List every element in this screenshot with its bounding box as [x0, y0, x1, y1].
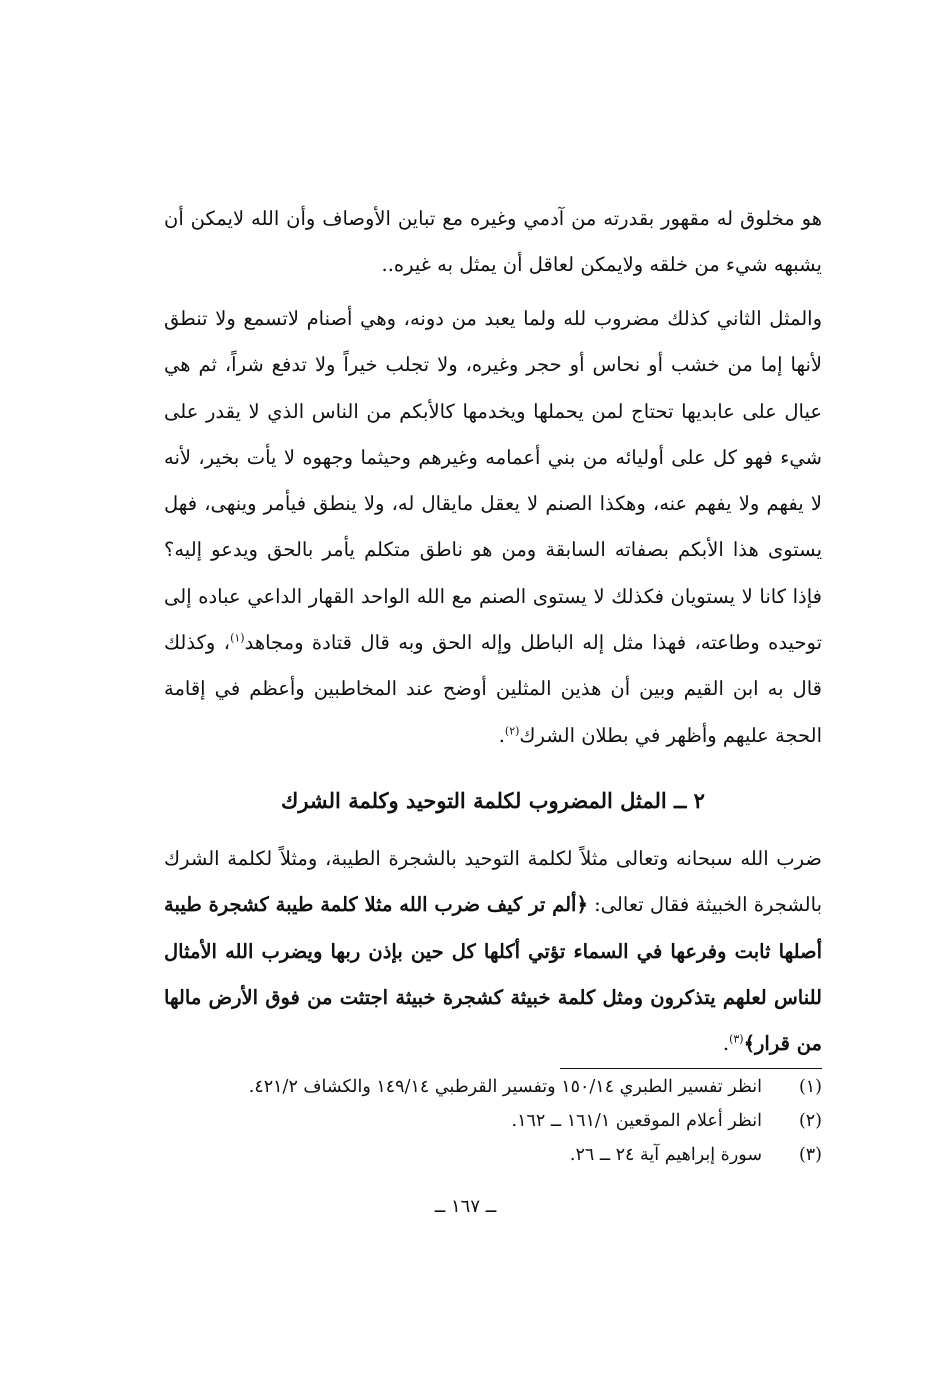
footnote-text: انظر تفسير الطبري ١٥٠/١٤ وتفسير القرطبي ١٤٩/١٤ والكشاف ٤٢١/٢. [248, 1077, 762, 1097]
footnote-3 [164, 1138, 822, 1172]
footnote-separator [560, 1068, 822, 1069]
footnote-number: (٢) [798, 1111, 822, 1131]
paragraph-3 [164, 836, 822, 1067]
paragraph-1: هو مخلوق له مقهور بقدرته من آدمي وغيره مع تباين الأوصاف وأن الله لايمكن أن يشبهه شيء من خلقه ولايمكن لعاقل أن يمثل به غيره.. [164, 207, 822, 277]
footnote-ref-3: (٣) [729, 1032, 744, 1046]
quran-verse: ﴿ألم تر كيف ضرب الله مثلا كلمة طيبة كشجرة طيبة أصلها ثابت وفرعها في السماء تؤتي أكلها كل حين بإذن ربها ويضرب الله الأمثال للناس لعلهم يتذكرون ومثل كلمة خبيثة كشجرة خبيثة اجتثت من فوق الأرض مالها من قرار﴾ [164, 893, 822, 1056]
footnote-1 [164, 1070, 822, 1104]
page-number: ــ ١٦٧ ــ [434, 1196, 497, 1217]
paragraph-2-end: . [498, 723, 505, 747]
footnote-text: انظر أعلام الموقعين ١٦١/١ ــ ١٦٢. [511, 1111, 762, 1131]
paragraph-2-text: والمثل الثاني كذلك مضروب لله ولما يعبد من دونه، وهي أصنام لاتسمع ولا تنطق لأنها إما من خشب أو نحاس أو حجر وغيره، ولا تجلب خيراً ولا تدفع شراً، ثم هي عيال على عابديها تحتاج لمن يحملها ويخدمها كالأبكم من الناس الذي لا يقدر على شيء فهو كل على أوليائه من بني أعمامه وغيرهم وحيثما وجهوه لا يأت بخير، لأنه لا يفهم ولا يفهم عنه، وهكذا الصنم لا يعقل مايقال له، ولا ينطق فيأمر وينهى، فهل يستوى هذا الأبكم بصفاته السابقة ومن هو ناطق متكلم يأمر بالحق ويدعو إليه؟ فإذا كانا لا يستويان فكذلك لا يستوى الصنم مع الله الواحد القهار الداعي عباده إلى توحيده وطاعته، فهذا مثل إله الباطل وإله الحق وبه قال قتادة ومجاهد [164, 307, 822, 655]
footnote-text: سورة إبراهيم آية ٢٤ ــ ٢٦. [569, 1145, 762, 1165]
footnote-ref-1: (١) [230, 631, 245, 645]
section-heading: ٢ ــ المثل المضروب لكلمة التوحيد وكلمة الشرك [281, 788, 705, 813]
footnote-ref-2: (٢) [504, 724, 520, 738]
footnotes [164, 1070, 822, 1172]
footnote-number: (٣) [798, 1145, 822, 1165]
paragraph-3-intro: ضرب الله سبحانه وتعالى مثلاً لكلمة التوحيد بالشجرة الطيبة، ومثلاً لكلمة الشرك بالشجرة الخبيثة فقال تعالى: [164, 847, 822, 917]
footnote-2 [164, 1104, 822, 1138]
footnote-number: (١) [798, 1077, 822, 1097]
paragraph-3-end: . [722, 1032, 730, 1056]
paragraph-2-continuation: ، وكذلك قال به ابن القيم وبين أن هذين المثلين أوضح عند المخاطبين وأعظم في إقامة الحجة عليهم وأظهر في بطلان الشرك [164, 631, 822, 747]
paragraph-2 [164, 296, 822, 759]
